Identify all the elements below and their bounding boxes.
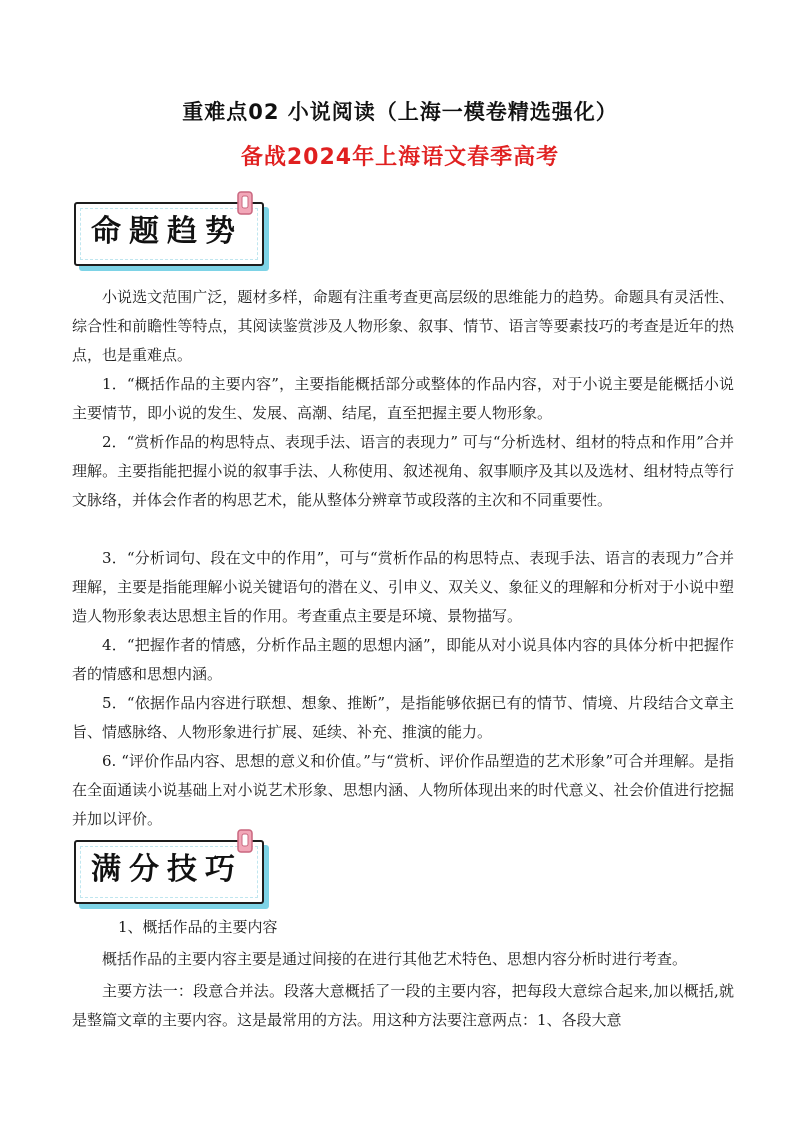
paper-clip-icon [234,190,256,216]
trend-item-4: 4．“把握作者的情感，分析作品主题的思想内涵”，即能从对小说具体内容的具体分析中把握作者的情感和思想内涵。 [72,636,734,683]
section-title-trend: 命题趋势 [91,214,243,249]
skills-heading: 1、概括作品的主要内容 [118,918,278,936]
trend-item-2: 2．“赏析作品的构思特点、表现手法、语言的表现力” 可与“分析选材、组材的特点和作用”合并理解。主要指能把握小说的叙事手法、人称使用、叙述视角、叙事顺序及其以及选材、组材特点等行文脉络，并体会作者的构思艺术，能从整体分辨章节或段落的主次和不同重要性。 [72,433,734,509]
trend-intro: 小说选文范围广泛，题材多样，命题有注重考查更高层级的思维能力的趋势。命题具有灵活性、综合性和前瞻性等特点，其阅读鉴赏涉及人物形象、叙事、情节、语言等要素技巧的考查是近年的热点，也是重难点。 [72,288,734,364]
section-badge-trend [74,198,270,276]
trend-item-5: 5．“依据作品内容进行联想、想象、推断”，是指能够依据已有的情节、情境、片段结合文章主旨、情感脉络、人物形象进行扩展、延续、补充、推演的能力。 [72,694,734,741]
trend-item-1: 1．“概括作品的主要内容”，主要指能概括部分或整体的作品内容，对于小说主要是能概括小说主要情节，即小说的发生、发展、高潮、结尾，直至把握主要人物形象。 [72,375,734,422]
paper-clip-icon [234,828,256,854]
section-title-skills: 满分技巧 [91,852,243,887]
section-badge-skills [74,836,270,914]
skills-para-2: 主要方法一：段意合并法。段落大意概括了一段的主要内容，把每段大意综合起来,加以概括,就是整篇文章的主要内容。这是最常用的方法。用这种方法要注意两点：1、各段大意 [72,982,734,1029]
trend-item-3: 3．“分析词句、段在文中的作用”，可与“赏析作品的构思特点、表现手法、语言的表现力”合并理解，主要是指能理解小说关键语句的潜在义、引申义、双关义、象征义的理解和分析对于小说中塑造人物形象表达思想主旨的作用。考查重点主要是环境、景物描写。 [72,549,734,625]
page-title: 重难点02 小说阅读（上海一模卷精选强化） [182,100,618,124]
page-subtitle: 备战2024年上海语文春季高考 [240,145,560,170]
skills-para-1: 概括作品的主要内容主要是通过间接的在进行其他艺术特色、思想内容分析时进行考查。 [102,950,688,968]
trend-item-6: 6. “评价作品内容、思想的意义和价值。”与“赏析、评价作品塑造的艺术形象”可合并理解。是指在全面通读小说基础上对小说艺术形象、思想内涵、人物所体现出来的时代意义、社会价值进行挖掘并加以评价。 [72,752,734,828]
